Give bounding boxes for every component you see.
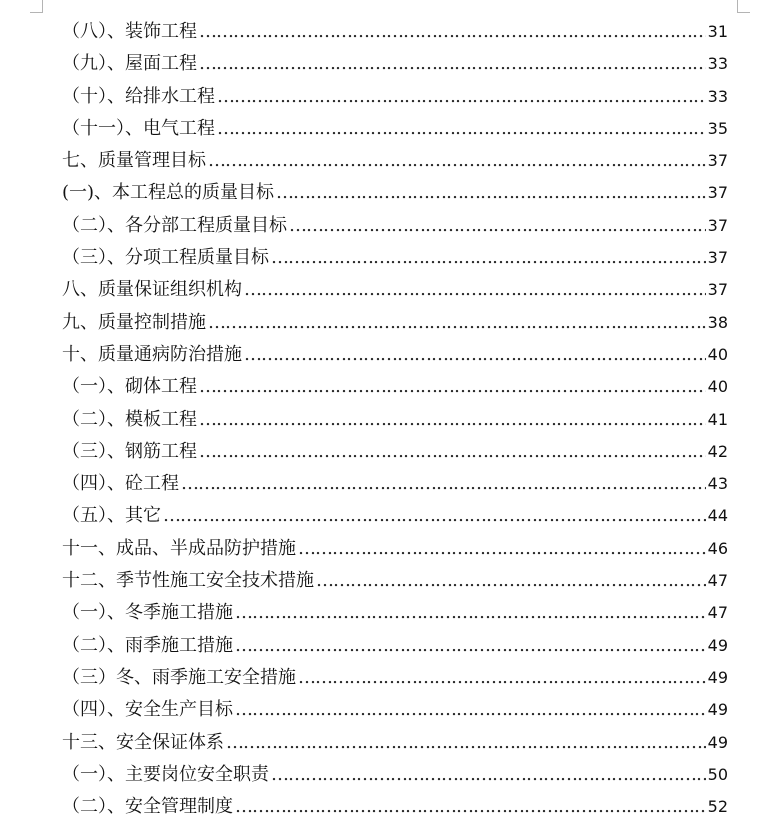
toc-entry[interactable]: [62, 48, 728, 80]
toc-entry-title: （二）、模板工程: [62, 408, 197, 430]
toc-entry[interactable]: [62, 339, 728, 371]
toc-entry-page-number: 37: [707, 280, 728, 300]
page-corner-mark-left: [30, 0, 43, 13]
toc-dot-leader: [199, 404, 706, 436]
toc-entry-title: （二）、各分部工程质量目标: [62, 214, 287, 236]
toc-entry[interactable]: [62, 16, 728, 48]
toc-dot-leader: [208, 307, 706, 339]
toc-dot-leader: [217, 81, 706, 113]
toc-entry-page-number: 38: [707, 312, 728, 332]
toc-entry[interactable]: [62, 145, 728, 177]
toc-dot-leader: [298, 533, 706, 565]
toc-entry-page-number: 49: [707, 732, 728, 752]
toc-dot-leader: [199, 48, 706, 80]
toc-entry[interactable]: [62, 500, 728, 532]
toc-entry-title: （二）、雨季施工措施: [62, 634, 233, 656]
toc-entry[interactable]: [62, 242, 728, 274]
table-of-contents: [62, 16, 728, 823]
toc-entry-page-number: 33: [707, 86, 728, 106]
toc-entry-page-number: 37: [707, 151, 728, 171]
toc-entry-page-number: 49: [707, 667, 728, 687]
toc-dot-leader: [244, 339, 706, 371]
toc-entry-page-number: 43: [707, 474, 728, 494]
toc-entry[interactable]: [62, 662, 728, 694]
toc-dot-leader: [199, 16, 706, 48]
toc-entry-title: （三）、分项工程质量目标: [62, 247, 269, 269]
toc-entry-title: （二）、安全管理制度: [62, 796, 233, 818]
toc-entry-title: （五）、其它: [62, 505, 161, 527]
toc-entry[interactable]: [62, 371, 728, 403]
toc-entry-page-number: 37: [707, 215, 728, 235]
toc-entry[interactable]: [62, 177, 728, 209]
toc-entry[interactable]: [62, 630, 728, 662]
toc-entry-title: 七、质量管理目标: [62, 150, 206, 172]
toc-entry-page-number: 47: [707, 603, 728, 623]
toc-entry-title: 八、质量保证组织机构: [62, 279, 242, 301]
toc-entry-title: （八）、装饰工程: [62, 21, 197, 42]
toc-entry[interactable]: [62, 694, 728, 726]
toc-dot-leader: [271, 759, 706, 791]
toc-entry[interactable]: [62, 791, 728, 823]
toc-entry[interactable]: [62, 468, 728, 500]
toc-dot-leader: [235, 630, 706, 662]
toc-entry-title: （四）、安全生产目标: [62, 699, 233, 721]
toc-entry-title: 十一、成品、半成品防护措施: [62, 537, 296, 559]
toc-dot-leader: [298, 662, 706, 694]
toc-entry-page-number: 40: [707, 377, 728, 397]
toc-entry[interactable]: [62, 113, 728, 145]
toc-entry[interactable]: [62, 759, 728, 791]
toc-entry[interactable]: [62, 307, 728, 339]
toc-dot-leader: [244, 274, 706, 306]
toc-dot-leader: [208, 145, 706, 177]
toc-dot-leader: [235, 791, 706, 823]
toc-entry[interactable]: [62, 81, 728, 113]
toc-entry-title: （十）、给排水工程: [62, 85, 215, 107]
toc-entry[interactable]: [62, 274, 728, 306]
toc-entry-title: （三）冬、雨季施工安全措施: [62, 666, 296, 688]
toc-dot-leader: [235, 597, 706, 629]
toc-dot-leader: [163, 500, 706, 532]
toc-entry-title: （一）、砌体工程: [62, 376, 197, 398]
toc-entry-page-number: 41: [707, 409, 728, 429]
toc-entry[interactable]: [62, 533, 728, 565]
toc-entry[interactable]: [62, 565, 728, 597]
toc-entry-page-number: 49: [707, 700, 728, 720]
toc-entry-title: (一)、本工程总的质量目标: [62, 182, 275, 204]
toc-entry-title: （一）、冬季施工措施: [62, 602, 233, 624]
toc-entry-title: （九）、屋面工程: [62, 53, 197, 75]
toc-dot-leader: [199, 436, 706, 468]
toc-entry[interactable]: [62, 597, 728, 629]
toc-entry-title: 十、质量通病防治措施: [62, 343, 242, 365]
toc-entry[interactable]: [62, 436, 728, 468]
toc-entry[interactable]: [62, 210, 728, 242]
toc-dot-leader: [289, 210, 706, 242]
toc-entry-page-number: 49: [707, 635, 728, 655]
toc-entry-page-number: 40: [707, 344, 728, 364]
toc-dot-leader: [276, 177, 706, 209]
toc-entry-page-number: 37: [707, 183, 728, 203]
toc-entry[interactable]: [62, 404, 728, 436]
toc-dot-leader: [199, 371, 706, 403]
toc-entry-title: （四）、砼工程: [62, 473, 179, 495]
toc-entry-page-number: 42: [707, 441, 728, 461]
toc-dot-leader: [217, 113, 706, 145]
toc-entry-title: 九、质量控制措施: [62, 311, 206, 333]
toc-entry-title: （十一）、电气工程: [62, 117, 215, 139]
toc-entry-title: （一）、主要岗位安全职责: [62, 763, 269, 785]
toc-entry-page-number: 37: [707, 248, 728, 268]
page-corner-mark-right: [737, 0, 750, 13]
toc-entry-page-number: 50: [707, 764, 728, 784]
toc-entry-page-number: 35: [707, 118, 728, 138]
toc-entry[interactable]: [62, 727, 728, 759]
toc-entry-page-number: 47: [707, 571, 728, 591]
toc-dot-leader: [181, 468, 706, 500]
toc-entry-page-number: 31: [707, 22, 728, 41]
toc-entry-title: （三）、钢筋工程: [62, 440, 197, 462]
toc-entry-page-number: 52: [707, 797, 728, 817]
toc-dot-leader: [235, 694, 706, 726]
toc-entry-title: 十三、安全保证体系: [62, 731, 224, 753]
toc-entry-page-number: 46: [707, 538, 728, 558]
toc-entry-page-number: 33: [707, 54, 728, 74]
toc-dot-leader: [316, 565, 706, 597]
toc-entry-page-number: 44: [707, 506, 728, 526]
toc-dot-leader: [271, 242, 706, 274]
toc-dot-leader: [226, 727, 706, 759]
toc-entry-title: 十二、季节性施工安全技术措施: [62, 570, 314, 592]
